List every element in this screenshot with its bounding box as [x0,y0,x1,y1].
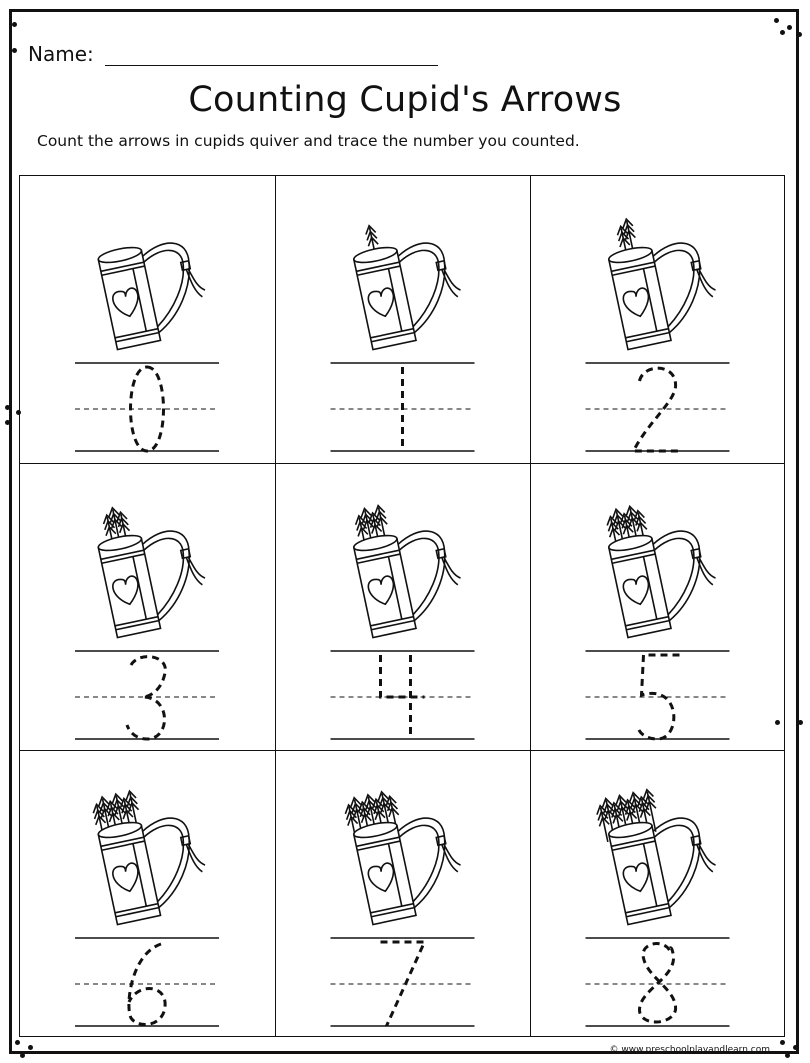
decor-dot [12,48,17,53]
decor-dot [20,1053,25,1058]
decor-dot [5,405,10,410]
name-write-line[interactable] [105,65,438,66]
grid-divider [275,175,276,1037]
cell-illustration [530,463,785,750]
trace-number-8[interactable] [586,938,730,1026]
counting-cell-3 [19,463,275,750]
trace-number-5[interactable] [586,651,730,739]
decor-dot [797,32,802,37]
counting-cell-5 [530,463,785,750]
page-title: Counting Cupid's Arrows [188,80,622,120]
name-label: Name: [28,42,94,66]
cell-illustration [530,175,785,463]
grid-divider [19,463,785,464]
quiver-icon [601,204,723,350]
counting-cell-8 [530,750,785,1037]
cell-illustration [19,463,275,750]
cell-illustration [530,750,785,1037]
counting-cell-4 [275,463,530,750]
quiver-icon [97,233,213,349]
quiver-icon [90,779,213,925]
counting-cell-0 [19,175,275,463]
quiver-icon [346,492,468,638]
counting-cell-7 [275,750,530,1037]
copyright: © www.preschoolplayandlearn.com [609,1045,770,1055]
decor-dot [787,25,792,30]
grid-divider [530,175,531,1037]
decor-dot [793,1045,798,1050]
quiver-icon [342,779,468,925]
decor-dot [780,1040,785,1045]
trace-number-3[interactable] [75,651,219,739]
grid-divider [19,750,785,751]
trace-number-2[interactable] [586,363,730,451]
worksheet-grid [19,175,785,1037]
trace-number-7[interactable] [331,938,475,1026]
decor-dot [5,420,10,425]
instructions: Count the arrows in cupids quiver and trace the number you counted. [37,132,580,150]
cell-illustration [275,175,530,463]
decor-dot [774,18,779,23]
cell-illustration [275,463,530,750]
cell-illustration [19,175,275,463]
quiver-icon [601,492,723,638]
quiver-icon [594,779,724,926]
cell-illustration [19,750,275,1037]
quiver-icon [348,210,469,350]
trace-number-4[interactable] [331,651,475,739]
trace-number-0[interactable] [75,363,219,451]
cell-illustration [275,750,530,1037]
counting-cell-1 [275,175,530,463]
decor-dot [798,720,803,725]
trace-number-6[interactable] [75,938,219,1026]
decor-dot [28,1045,33,1050]
decor-dot [15,1040,20,1045]
decor-dot [12,22,17,27]
counting-cell-6 [19,750,275,1037]
counting-cell-2 [530,175,785,463]
quiver-icon [91,492,213,638]
decor-dot [780,30,785,35]
decor-dot [785,1053,790,1058]
trace-number-1[interactable] [331,363,475,451]
